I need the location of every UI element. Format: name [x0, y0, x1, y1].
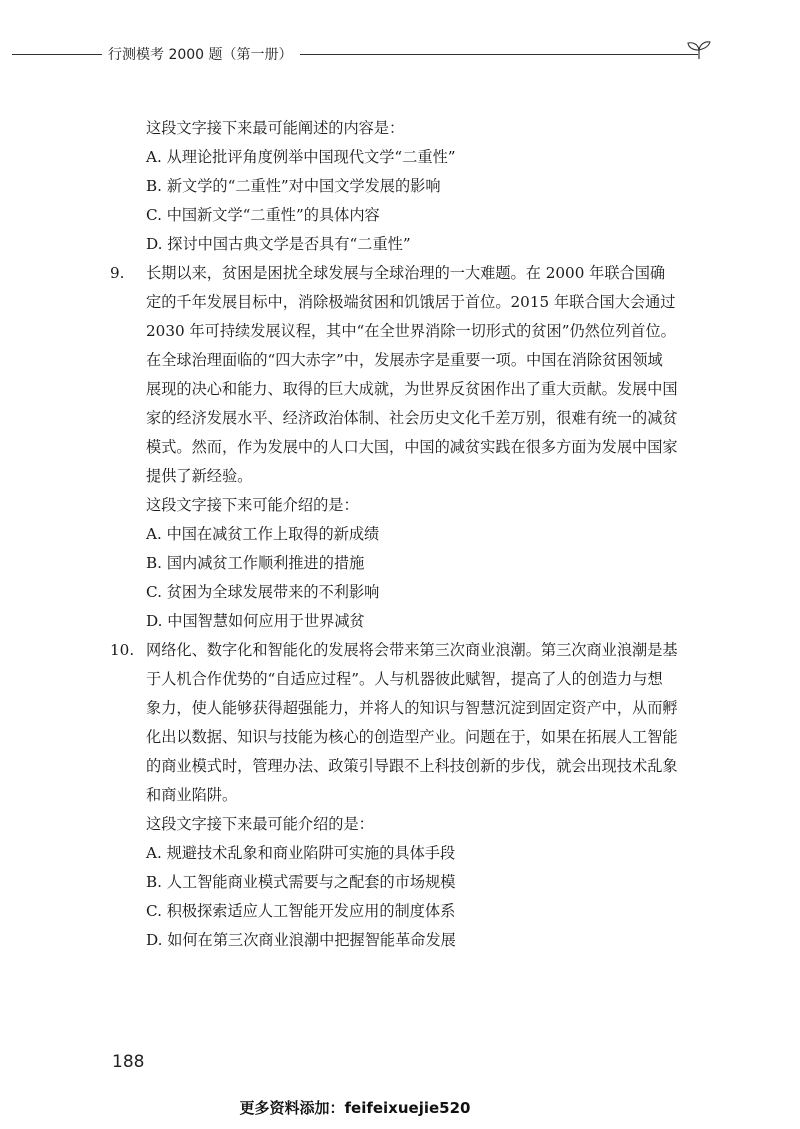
- q10-prompt: 这段文字接下来最可能介绍的是：: [146, 815, 374, 833]
- book-title: 行测模考 2000 题（第一册）: [108, 47, 293, 63]
- q9-option-c: C. 贫困为全球发展带来的不利影响: [146, 583, 380, 601]
- q9-option-a: A. 中国在减贫工作上取得的新成绩: [146, 525, 380, 543]
- q10-option-d: D. 如何在第三次商业浪潮中把握智能革命发展: [146, 931, 456, 949]
- q9-line-1: [110, 259, 710, 288]
- header-rule-left: [12, 54, 102, 55]
- q9-line-5: 展现的决心和能力、取得的巨大成就，为世界反贫困作出了重大贡献。发展中国: [146, 380, 678, 398]
- q10-line-4: 化出以数据、知识与技能为核心的创造型产业。问题在于，如果在拓展人工智能: [146, 728, 678, 746]
- q9-line-7: 模式。然而，作为发展中的人口大国，中国的减贫实践在很多方面为发展中国家: [146, 438, 678, 456]
- q9-line-4: 在全球治理面临的“四大赤字”中，发展赤字是重要一项。中国在消除贫困领域: [146, 351, 663, 369]
- q10-number: 10.: [110, 641, 135, 659]
- q9-line-6: 家的经济发展水平、经济政治体制、社会历史文化千差万别，很难有统一的减贫: [146, 409, 678, 427]
- q8-option-a: A. 从理论批评角度例举中国现代文学“二重性”: [146, 148, 456, 166]
- footer-note: 更多资料添加：feifeixuejie520: [239, 1099, 471, 1117]
- q9-number: 9.: [110, 264, 125, 282]
- q10-line-3: 象力，使人能够获得超强能力，并将人的知识与智慧沉淀到固定资产中，从而孵: [146, 699, 678, 717]
- header-rule-right: [300, 54, 698, 55]
- q9-line-2: 定的千年发展目标中，消除极端贫困和饥饿居于首位。2015 年联合国大会通过: [146, 293, 676, 311]
- q8-prompt: 这段文字接下来最可能阐述的内容是：: [146, 119, 405, 137]
- page-content: [110, 114, 710, 955]
- page-number: 188: [112, 1052, 145, 1072]
- q9-text-1: 长期以来，贫困是困扰全球发展与全球治理的一大难题。在 2000 年联合国确: [146, 264, 666, 282]
- q9-option-b: B. 国内减贫工作顺利推进的措施: [146, 554, 365, 572]
- q9-option-d: D. 中国智慧如何应用于世界减贫: [146, 612, 365, 630]
- q9-line-3: 2030 年可持续发展议程，其中“在全世界消除一切形式的贫困”仍然位列首位。: [146, 322, 676, 340]
- q10-line-5: 的商业模式时，管理办法、政策引导跟不上科技创新的步伐，就会出现技术乱象: [146, 757, 678, 775]
- q8-option-c: C. 中国新文学“二重性”的具体内容: [146, 206, 380, 224]
- q8-option-b: B. 新文学的“二重性”对中国文学发展的影响: [146, 177, 441, 195]
- q10-option-c: C. 积极探索适应人工智能开发应用的制度体系: [146, 902, 456, 920]
- q10-line-1: [110, 636, 710, 665]
- q10-option-b: B. 人工智能商业模式需要与之配套的市场规模: [146, 873, 456, 891]
- sprout-icon: [686, 40, 712, 60]
- q10-line-2: 于人机合作优势的“自适应过程”。人与机器彼此赋智，提高了人的创造力与想: [146, 670, 663, 688]
- q10-text-1: 网络化、数字化和智能化的发展将会带来第三次商业浪潮。第三次商业浪潮是基: [146, 641, 678, 659]
- q9-prompt: 这段文字接下来可能介绍的是：: [146, 496, 359, 514]
- q10-option-a: A. 规避技术乱象和商业陷阱可实施的具体手段: [146, 844, 456, 862]
- q9-line-8: 提供了新经验。: [146, 467, 253, 485]
- q10-line-6: 和商业陷阱。: [146, 786, 238, 804]
- q8-option-d: D. 探讨中国古典文学是否具有“二重性”: [146, 235, 411, 253]
- page-header: [0, 40, 800, 70]
